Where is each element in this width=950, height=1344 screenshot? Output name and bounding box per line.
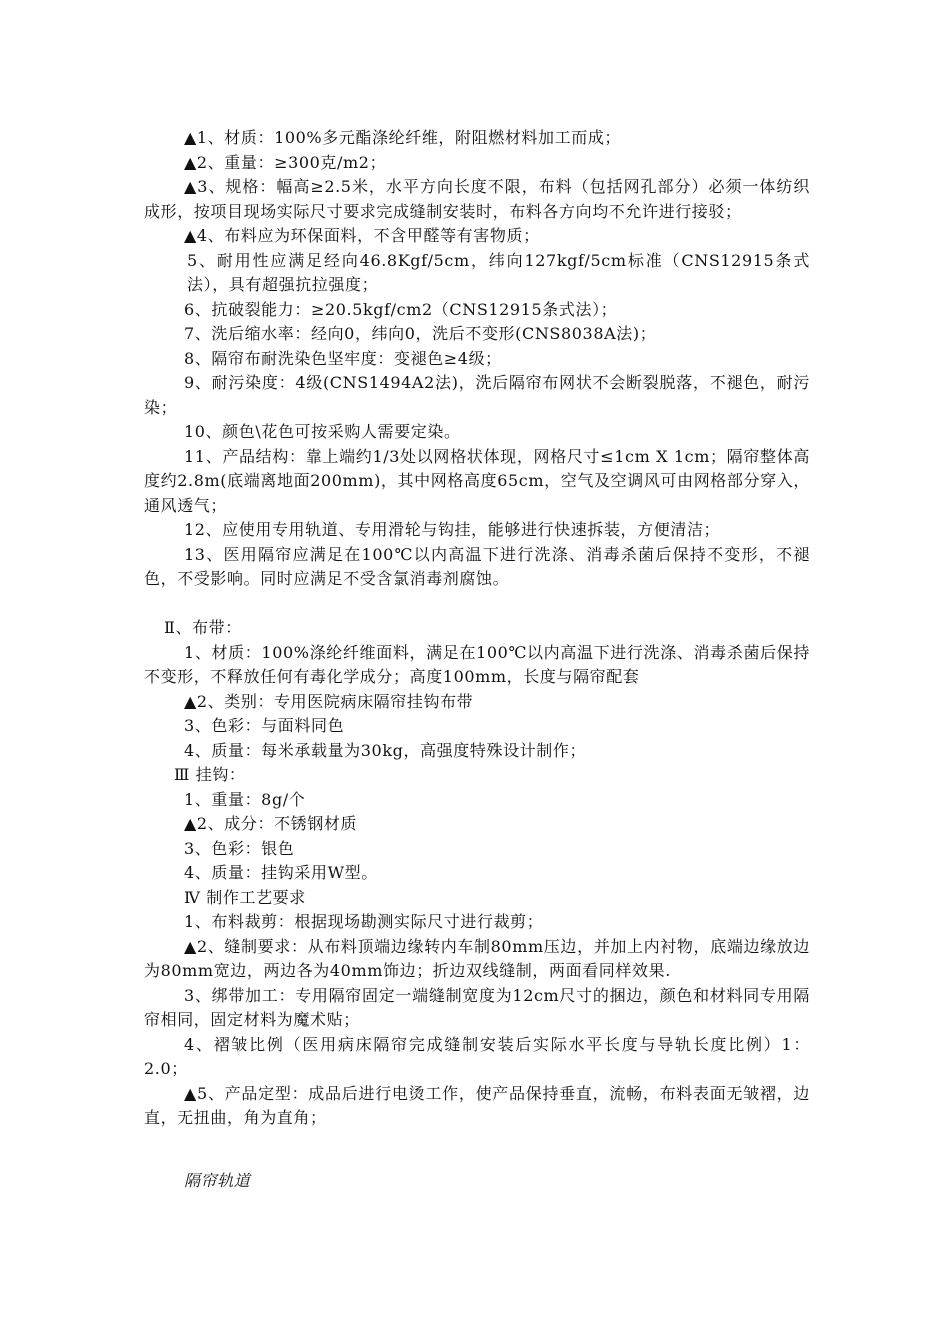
craft-heading: Ⅳ 制作工艺要求 [184,887,306,907]
curtain-item-3: ▲3、规格：幅高≥2.5米，水平方向长度不限，布料（包括网孔部分）必须一体纺织成形，按项目现场实际尺寸要求完成缝制安装时，布料各方向均不允许进行接驳； [144,177,810,221]
hook-item-2: ▲2、成分：不锈钢材质 [184,814,358,833]
spacer [144,1155,810,1169]
curtain-item-11: 11、产品结构：靠上端约1/3处以网格状体现，网格尺寸≤1cm X 1cm；隔帘整体高度约2.8m(底端离地面200mm)，其中网格高度65cm，空气及空调风可由网格部分穿入，通风透气； [144,446,810,515]
belt-item-4: 4、质量：每米承载量为30kg，高强度特殊设计制作； [184,740,587,760]
curtain-item-5: 5、耐用性应满足经向46.8Kgf/5cm，纬向127kgf/5cm标准（CNS12915条式法），具有超强抗拉强度； [187,250,810,294]
curtain-item-4: ▲4、布料应为环保面料，不含甲醛等有害物质； [184,226,540,245]
curtain-item-6: 6、抗破裂能力：≥20.5kgf/cm2（CNS12915条式法）； [184,299,618,319]
curtain-item-1: ▲1、材质：100%多元酯涤纶纤维，附阻燃材料加工而成； [184,128,622,147]
curtain-item-13: 13、医用隔帘应满足在100℃以内高温下进行洗涤、消毒杀菌后保持不变形，不褪色，不受影响。同时应满足不受含氯消毒剂腐蚀。 [144,544,810,588]
hook-heading: Ⅲ 挂钩： [174,765,246,784]
curtain-item-7: 7、洗后缩水率：经向0，纬向0，洗后不变形(CNS8038A法)； [184,324,657,343]
craft-item-3: 3、绑带加工：专用隔帘固定一端缝制宽度为12cm尺寸的捆边，颜色和材料同专用隔帘相同，固定材料为魔术贴； [144,985,810,1029]
craft-item-2: ▲2、缝制要求：从布料顶端边缘转内车制80mm压边，并加上内衬物，底端边缘放边为80mm宽边，两边各为40mm饰边；折边双线缝制，两面看同样效果. [144,936,810,980]
curtain-item-10: 10、颜色\花色可按采购人需要定染。 [184,422,461,441]
curtain-item-2: ▲2、重量：≥300克/m2； [184,152,387,172]
next-section-title: 隔帘轨道 [184,1171,251,1190]
hook-item-4: 4、质量：挂钩采用W型。 [184,863,378,882]
belt-heading: Ⅱ、布带： [164,618,242,637]
craft-item-1: 1、布料裁剪：根据现场勘测实际尺寸进行裁剪； [184,912,544,931]
curtain-item-12: 12、应使用专用轨道、专用滑轮与钩挂，能够进行快速拆装，方便清洁； [184,520,721,539]
belt-item-2: ▲2、类别：专用医院病床隔帘挂钩布带 [184,691,474,711]
belt-item-3: 3、色彩：与面料同色 [184,716,345,735]
belt-item-1: 1、材质：100%涤纶纤维面料，满足在100℃以内高温下进行洗涤、消毒杀菌后保持不变形，不释放任何有毒化学成分；高度100mm，长度与隔帘配套 [144,642,810,686]
craft-item-5: ▲5、产品定型：成品后进行电烫工作，使产品保持垂直，流畅，布料表面无皱褶，边直，无扭曲，角为直角； [144,1083,810,1127]
curtain-item-9: 9、耐污染度：4级(CNS1494A2法)，洗后隔帘布网状不会断裂脱落，不褪色，耐污染； [144,373,810,417]
spacer [144,1131,810,1156]
curtain-item-8: 8、隔帘布耐洗染色坚牢度：变褪色≥4级； [184,348,502,368]
hook-item-3: 3、色彩：银色 [184,838,295,858]
spacer [144,592,810,617]
craft-item-4: 4、褶皱比例（医用病床隔帘完成缝制安装后实际水平长度与导轨长度比例）1：2.0； [144,1034,810,1078]
hook-item-1: 1、重量：8g/个 [184,789,306,809]
document-body [144,126,810,1194]
